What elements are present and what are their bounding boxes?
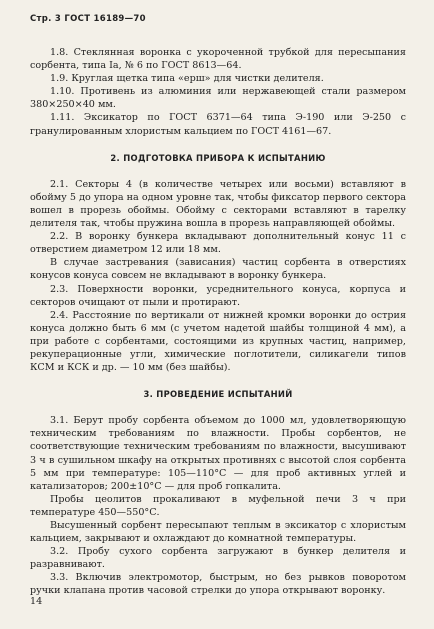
paragraph-2-1: 2.1. Секторы 4 (в количестве четырех или восьми) вставляют в обойму 5 до упора на одном уровне так, чтобы фиксатор первого сектора вошел в прорезь обоймы. Обойму с секторами вставляют в тарелку делителя так, чтобы пружина вошла в прорезь направляющей обоймы. [30, 178, 406, 230]
paragraph-3-1-zeolites: Пробы цеолитов прокаливают в муфельной печи 3 ч при температуре 450—550°С. [30, 493, 406, 518]
section-2-title: 2. ПОДГОТОВКА ПРИБОРА К ИСПЫТАНИЮ [110, 152, 326, 163]
paragraph-1-11: 1.11. Эксикатор по ГОСТ 6371—64 типа Э-190 или Э-250 с гранулированным хлористым кальцием по ГОСТ 4161—67. [30, 112, 406, 137]
paragraph-3-1-dried: Высушенный сорбент пересыпают теплым в эксикатор с хлористым кальцием, закрывают и охлаждают до комнатной температуры. [30, 520, 406, 545]
paragraph-1-8: 1.8. Стеклянная воронка с укороченной трубкой для пересыпания сорбента, типа Iа, № 6 по ГОСТ 8613—64. [30, 47, 406, 72]
paragraph-2-2-note: В случае застревания (зависания) частиц сорбента в отверстиях конусов конуса совсем не вкладывают в воронку бункера. [30, 257, 406, 282]
paragraph-3-2: 3.2. Пробу сухого сорбента загружают в бункер делителя и разравнивают. [30, 546, 406, 571]
paragraph-1-9: 1.9. Круглая щетка типа «ерш» для чистки делителя. [50, 73, 324, 85]
paragraph-2-3: 2.3. Поверхности воронки, усреднительного конуса, корпуса и секторов очищают от пыли и протирают. [30, 283, 406, 308]
paragraph-1-10: 1.10. Противень из алюминия или нержавеющей стали размером 380×250×40 мм. [30, 86, 406, 111]
document-body [30, 46, 406, 598]
section-3-title: 3. ПРОВЕДЕНИЕ ИСПЫТАНИЙ [143, 389, 293, 400]
page-number: 14 [30, 596, 43, 607]
paragraph-3-1: 3.1. Берут пробу сорбента объемом до 1000 мл, удовлетворяющую техническим требованиям по влажности. Пробы сорбентов, не соответствующие техническим требованиям по влажности, высушивают 3 ч в сушильном шкафу на открытых противнях с высотой слоя сорбента 5 мм при температуре: 105—110°С — для проб активных углей и катализаторов; 200±10°С — для проб гопкалита. [30, 415, 406, 492]
paragraph-2-2: 2.2. В воронку бункера вкладывают дополнительный конус 11 с отверстием диаметром 12 или 18 мм. [30, 231, 406, 256]
page-header: Стр. 3 ГОСТ 16189—70 [30, 14, 146, 24]
paragraph-3-3: 3.3. Включив электромотор, быстрым, но без рывков поворотом ручки клапана против часовой стрелки до упора открывают воронку. [30, 572, 406, 597]
paragraph-2-4: 2.4. Расстояние по вертикали от нижней кромки воронки до острия конуса должно быть 6 мм (с учетом надетой шайбы толщиной 4 мм), а при работе с сорбентами, состоящими из крупных частиц, например, рекуперационные угли, химические поглотители, силикагели типов КСМ и КСК и др. — 10 мм (без шайбы). [30, 309, 406, 374]
